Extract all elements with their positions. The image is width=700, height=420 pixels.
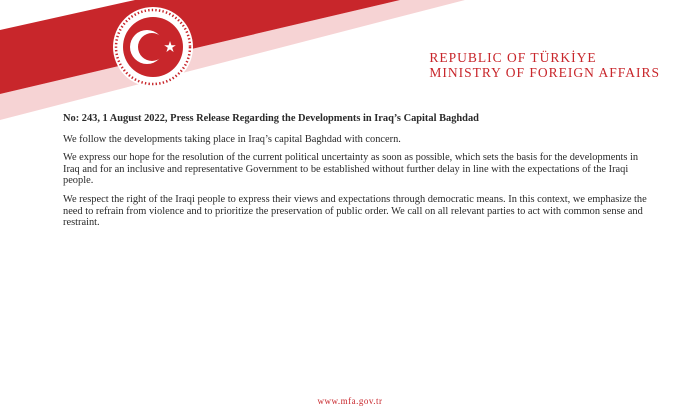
ministry-heading-line-1: REPUBLIC OF TÜRKİYE (429, 50, 597, 65)
footer-website-link[interactable]: www.mfa.gov.tr (317, 396, 383, 406)
ministry-emblem-icon (113, 7, 193, 87)
paragraph-3: We respect the right of the Iraqi people to express their views and expectations through democratic means. In this context, we emphasize the need to refrain from violence and to prioritize the preservation of public order. We call on all relevant parties to act with common sense and restraint. (63, 193, 647, 229)
press-release-title: No: 243, 1 August 2022, Press Release Regarding the Developments in Iraq’s Capital Baghdad (63, 113, 479, 124)
paragraph-2: We express our hope for the resolution of the current political uncertainty as soon as possible, which sets the basis for the developments in Iraq and for an inclusive and representative Government to be established without further delay in line with the expectations of the Iraqi people. (63, 152, 639, 187)
press-release-body (63, 113, 653, 236)
paragraph-1: We follow the developments taking place in Iraq’s capital Baghdad with concern. (63, 133, 401, 145)
ministry-heading-line-2: MINISTRY OF FOREIGN AFFAIRS (429, 65, 660, 80)
ministry-heading (429, 50, 660, 80)
